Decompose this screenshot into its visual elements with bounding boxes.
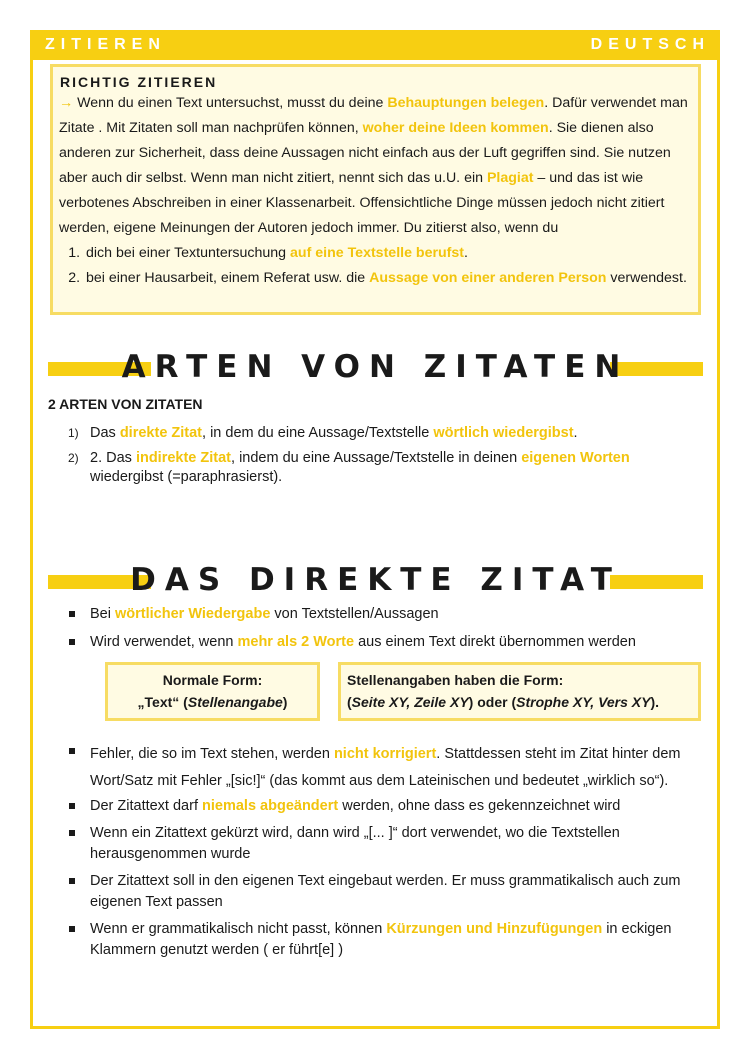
intro-list-item <box>84 241 692 266</box>
reference-format-box <box>338 662 701 721</box>
text-run: Wenn ein Zitattext gekürzt wird, dann wird „[... ]“ dort verwendet, wo die Textstellen herausgenommen wurde <box>90 825 620 862</box>
header-subject: DEUTSCH <box>590 36 710 53</box>
text-run: , indem du eine Aussage/Textstelle in deinen <box>231 450 522 466</box>
bullet-item <box>68 741 708 795</box>
highlighted-term: auf eine Textstelle berufst <box>290 245 464 261</box>
highlighted-term: Kürzungen und Hinzufügungen <box>386 921 603 937</box>
text-run: Wenn du einen Text untersuchst, musst du deine <box>73 95 388 111</box>
intro-heading: RICHTIG ZITIEREN <box>60 74 218 90</box>
arrow-right-icon: → <box>59 95 74 111</box>
text-run: . Dafür verwendet man Zitate . Mit Zitaten soll man nachprüfen können, <box>59 95 688 136</box>
text-run: Der Zitattext darf <box>90 798 203 814</box>
text-run: wiedergibst (=paraphrasierst). <box>90 469 283 485</box>
zitat-types-list <box>68 424 698 493</box>
intro-paragraph <box>59 91 692 241</box>
normal-form-title: Normale Form: <box>162 672 263 688</box>
bullet-list-bottom <box>68 741 708 961</box>
section-subtitle: 2 ARTEN VON ZITATEN <box>48 396 203 412</box>
bullet-item <box>68 632 708 653</box>
list-item-text <box>90 449 698 487</box>
section-title-direkt <box>48 564 703 600</box>
text-run: Wird verwendet, wenn <box>90 634 238 650</box>
bullet-item <box>68 871 708 913</box>
header-bar <box>30 30 720 60</box>
text-run: in eckigen Klammern genutzt werden ( er führt[e] ) <box>90 921 672 958</box>
highlighted-term: Plagiat <box>486 170 534 186</box>
text-run: bei einer Hausarbeit, einem Referat usw. die <box>86 270 370 286</box>
text-run: Wenn er grammatikalisch nicht passt, können <box>90 921 387 937</box>
highlighted-term: wörtlich wiedergibst <box>433 425 574 441</box>
text-run: 2. Das <box>90 450 136 466</box>
bullet-item <box>68 823 708 865</box>
bullet-item <box>68 604 708 625</box>
text-run: Bei <box>90 606 115 622</box>
header-subject-topic: ZITIEREN <box>45 36 166 53</box>
highlighted-term: Aussage von einer anderen Person <box>369 270 607 286</box>
text-run: dich bei einer Textuntersuchung <box>86 245 291 261</box>
text-run: . Sie dienen also anderen zur Sicherheit, dass deine Aussagen nicht einfach aus der Luft gegriffen sind. Sie nutzen aber auch dir selbst. Wenn man nicht zitiert, nennt sich das u.U. ein <box>59 120 671 186</box>
intro-box <box>50 64 701 315</box>
section-title-text: ARTEN VON ZITATEN <box>121 349 630 385</box>
highlighted-term: nicht korrigiert <box>333 746 437 762</box>
section-title-arten <box>48 351 703 387</box>
bullet-item <box>68 796 708 817</box>
text-run: Das <box>90 425 120 441</box>
reference-format-example: (Seite XY, Zeile XY) oder (Strophe XY, Vers XY). <box>347 694 660 710</box>
highlighted-term: niemals abgeändert <box>202 798 339 814</box>
text-run: von Textstellen/Aussagen <box>270 606 439 622</box>
list-item-text <box>90 424 578 443</box>
section-title-text: DAS DIREKTE ZITAT <box>130 562 621 598</box>
intro-list <box>59 241 692 291</box>
bullet-list-top <box>68 604 708 653</box>
text-run: . Stattdessen steht im Zitat hinter dem Wort/Satz mit Fehler „[sic!]“ (das kommt aus dem Lateinischen und bedeutet „wirklich so“). <box>90 746 681 789</box>
highlighted-term: mehr als 2 Worte <box>237 634 355 650</box>
reference-format-title: Stellenangaben haben die Form: <box>347 672 564 688</box>
text-run: aus einem Text direkt übernommen werden <box>354 634 636 650</box>
normal-form-example: „Text“ (Stellenangabe) <box>137 694 288 710</box>
normal-form-box <box>105 662 320 721</box>
text-run: werden, ohne dass es gekennzeichnet wird <box>338 798 621 814</box>
highlighted-term: indirekte Zitat <box>135 450 232 466</box>
text-run: – und das ist wie verbotenes Abschreiben in einer Klassenarbeit. Offensichtliche Dinge müssen jedoch nicht zitiert werden, eigene Meinungen der Autoren jedoch immer. Du zitierst also, wenn du <box>59 170 665 236</box>
list-item <box>68 449 698 487</box>
text-run: verwendest. <box>606 270 687 286</box>
text-run: , in dem du eine Aussage/Textstelle <box>202 425 434 441</box>
highlighted-term: woher deine Ideen kommen <box>362 120 549 136</box>
intro-list-item <box>84 266 692 291</box>
list-number: 2) <box>68 451 79 465</box>
highlighted-term: wörtlicher Wiedergabe <box>115 606 271 622</box>
highlighted-term: direkte Zitat <box>119 425 203 441</box>
highlighted-term: Behauptungen belegen <box>387 95 545 111</box>
text-run: Fehler, die so im Text stehen, werden <box>90 746 334 762</box>
list-number: 1) <box>68 426 79 440</box>
text-run: . <box>464 245 468 261</box>
list-item <box>68 424 698 443</box>
highlighted-term: eigenen Worten <box>521 450 630 466</box>
bullet-item <box>68 919 708 961</box>
text-run: Der Zitattext soll in den eigenen Text eingebaut werden. Er muss grammatikalisch auch zum eigenen Text passen <box>90 873 681 910</box>
text-run: . <box>573 425 578 441</box>
